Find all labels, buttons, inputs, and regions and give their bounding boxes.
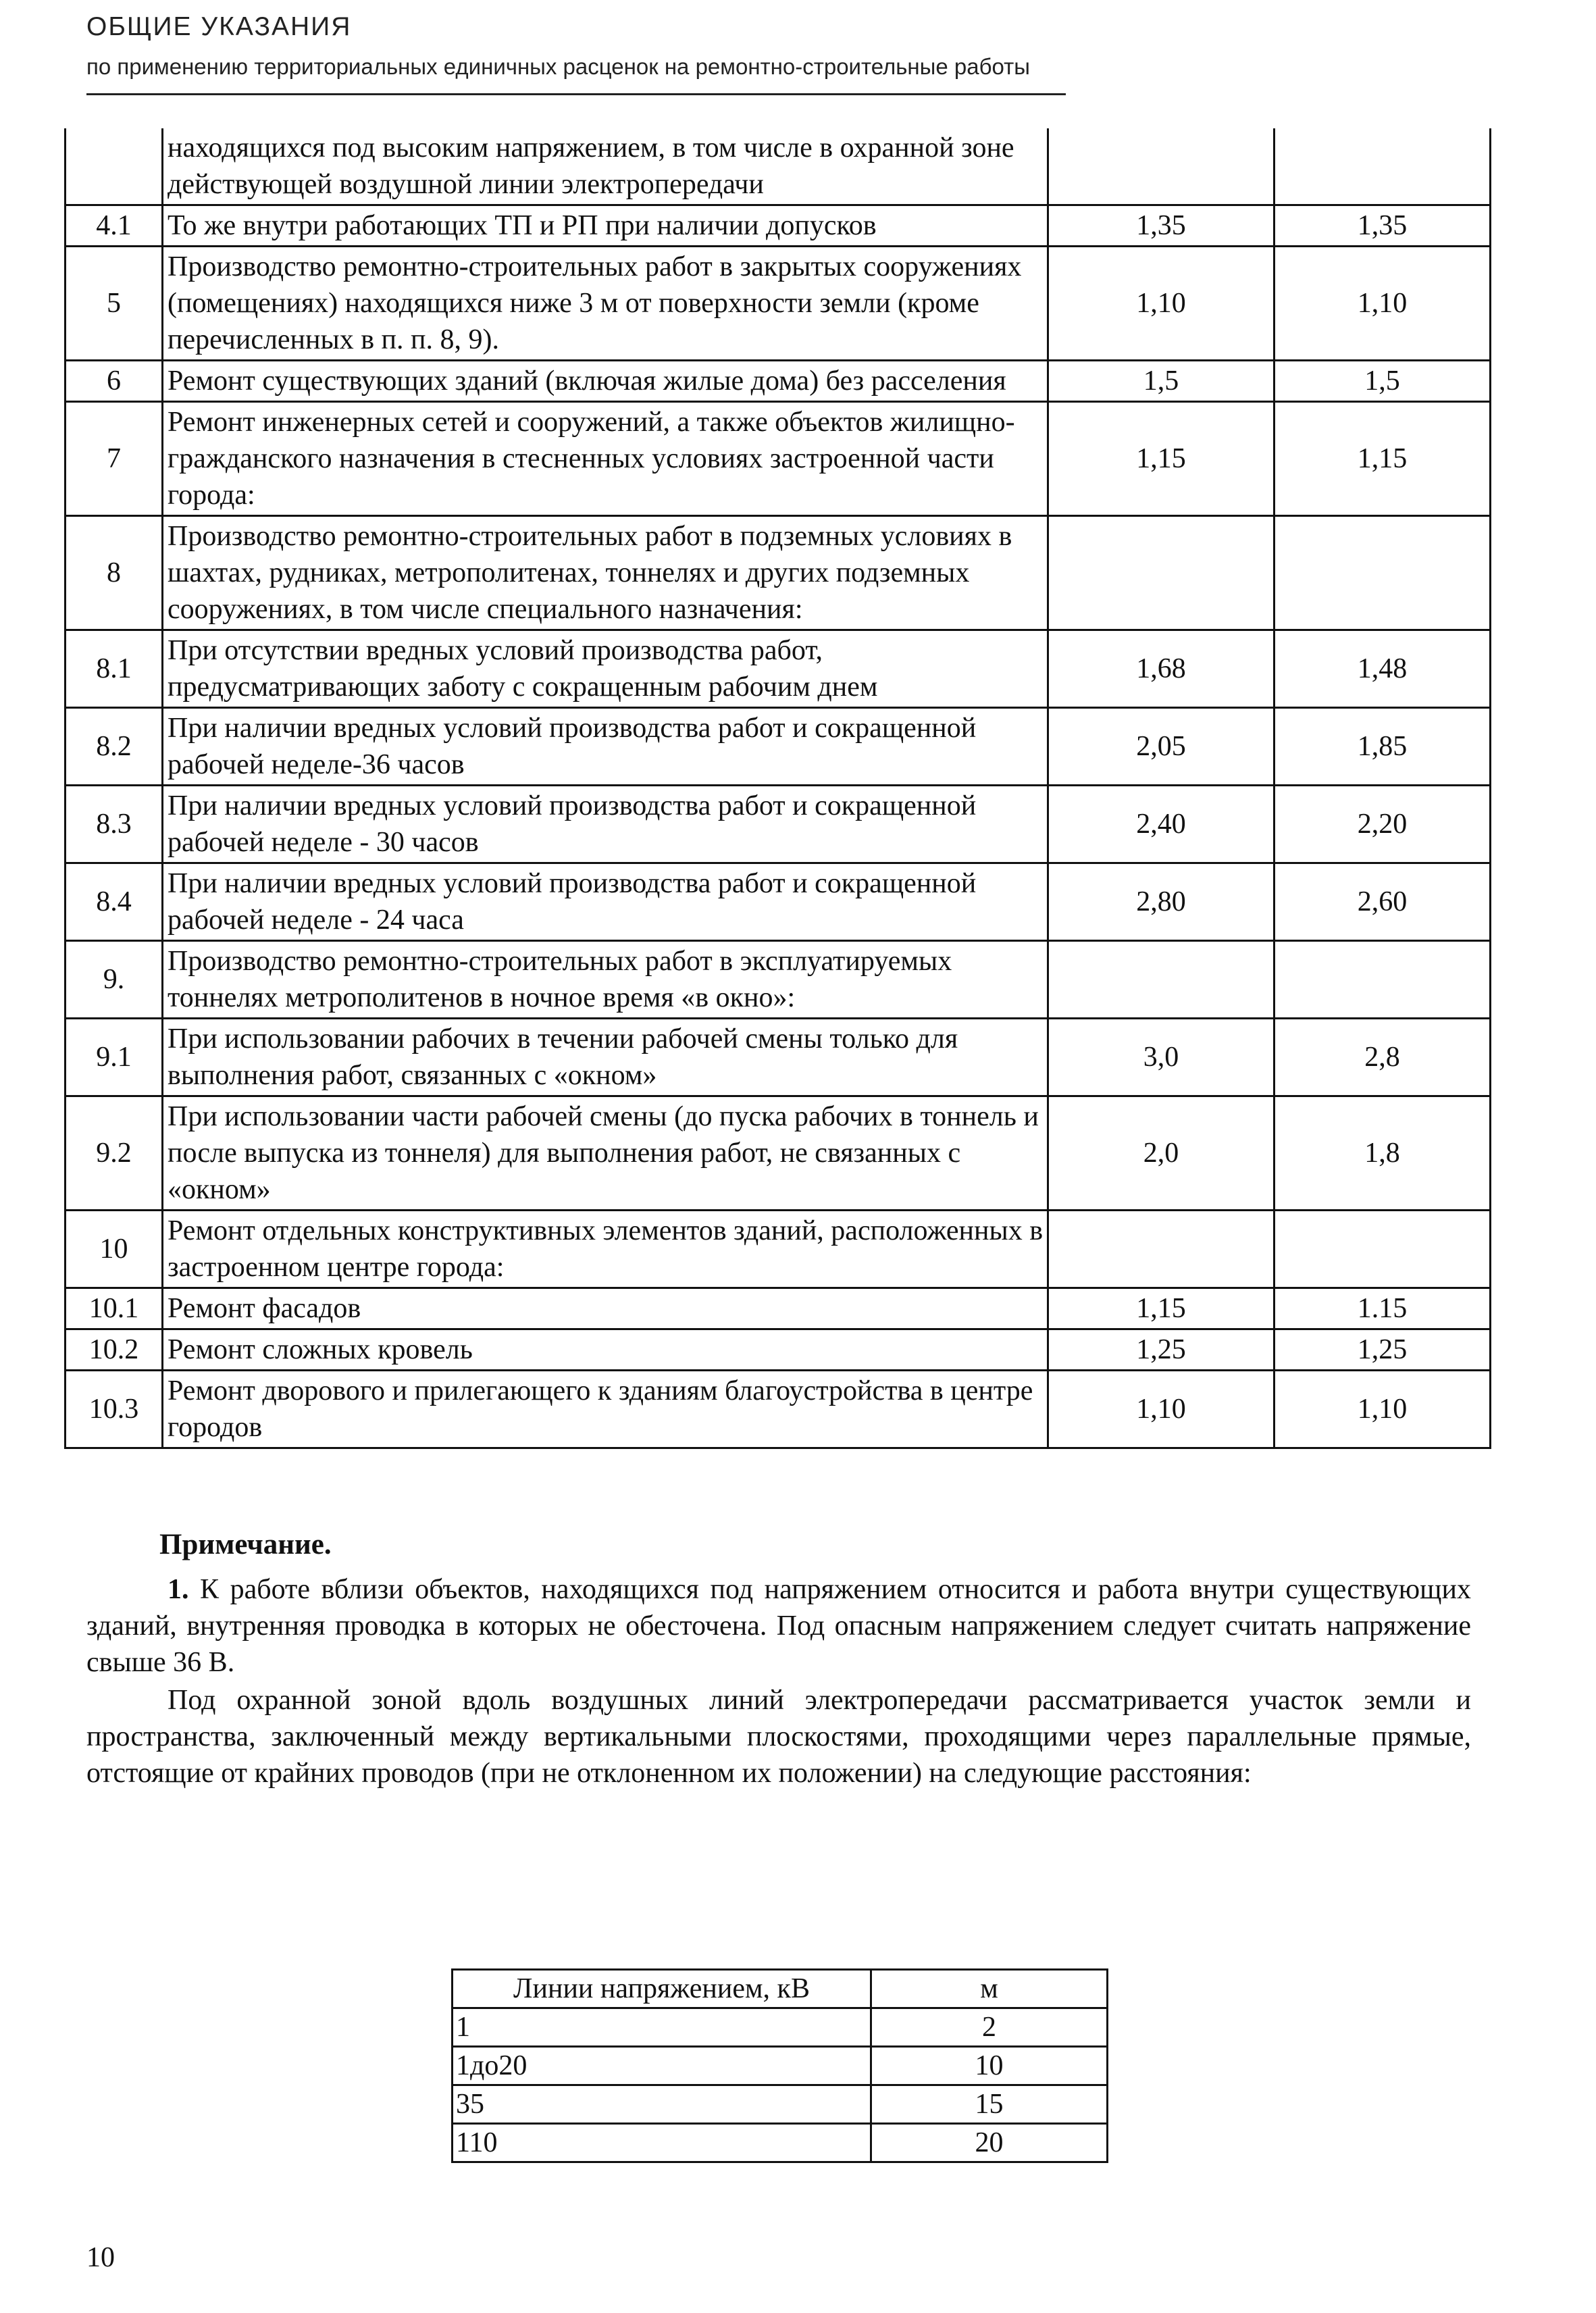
coefficient-2-cell: 1,10 bbox=[1275, 1371, 1491, 1448]
table-row bbox=[66, 247, 1491, 361]
coefficient-2-cell: 1,8 bbox=[1275, 1096, 1491, 1211]
table-row bbox=[66, 1211, 1491, 1288]
row-description-cell: Ремонт дворового и прилегающего к зданиям благоустройства в центре городов bbox=[163, 1371, 1048, 1448]
row-description-cell: находящихся под высоким напряжением, в том числе в охранной зоне действующей воздушной линии электропередачи bbox=[163, 128, 1048, 205]
row-number-cell: 9.1 bbox=[66, 1019, 163, 1096]
row-number-cell: 9.2 bbox=[66, 1096, 163, 1211]
coefficient-2-cell bbox=[1275, 1211, 1491, 1288]
coefficients-table bbox=[64, 128, 1491, 1449]
row-description-cell: При наличии вредных условий производства работ и сокращенной рабочей неделе - 24 часа bbox=[163, 863, 1048, 941]
coefficient-1-cell: 1,15 bbox=[1048, 1288, 1275, 1329]
row-number-cell: 9. bbox=[66, 941, 163, 1019]
row-number-cell: 8 bbox=[66, 516, 163, 630]
coefficient-1-cell: 1,35 bbox=[1048, 205, 1275, 247]
coefficient-1-cell: 2,05 bbox=[1048, 708, 1275, 786]
table-row bbox=[66, 402, 1491, 516]
row-description-cell: При использовании рабочих в течении рабочей смены только для выполнения работ, связанных с «окном» bbox=[163, 1019, 1048, 1096]
coefficient-2-cell: 1.15 bbox=[1275, 1288, 1491, 1329]
voltage-table-row bbox=[453, 2047, 1108, 2085]
row-description-cell: То же внутри работающих ТП и РП при наличии допусков bbox=[163, 205, 1048, 247]
row-number-cell: 8.3 bbox=[66, 786, 163, 863]
voltage-distance-table bbox=[451, 1968, 1108, 2163]
voltage-table-row bbox=[453, 2085, 1108, 2124]
distance-cell: 10 bbox=[871, 2047, 1108, 2085]
note-title: Примечание. bbox=[159, 1529, 332, 1560]
table-row bbox=[66, 630, 1491, 708]
voltage-column-header: Линии напряжением, кВ bbox=[453, 1970, 871, 2008]
table-row bbox=[66, 786, 1491, 863]
coefficient-1-cell: 3,0 bbox=[1048, 1019, 1275, 1096]
table-row bbox=[66, 941, 1491, 1019]
row-description-cell: Ремонт существующих зданий (включая жилые дома) без расселения bbox=[163, 361, 1048, 402]
coefficient-2-cell bbox=[1275, 941, 1491, 1019]
coefficient-2-cell: 1,25 bbox=[1275, 1329, 1491, 1371]
coefficient-2-cell: 1,10 bbox=[1275, 247, 1491, 361]
note-paragraph-1-text: К работе вблизи объектов, находящихся под напряжением относится и работа внутри существующих зданий, внутренняя проводка в которых не обесточена. Под опасным напряжением следует считать напряжение свыше 36 В. bbox=[86, 1574, 1471, 1678]
distance-cell: 15 bbox=[871, 2085, 1108, 2124]
coefficient-1-cell bbox=[1048, 516, 1275, 630]
note-paragraph-1-number: 1. bbox=[168, 1574, 189, 1605]
row-number-cell: 7 bbox=[66, 402, 163, 516]
row-description-cell: Производство ремонтно-строительных работ в подземных условиях в шахтах, рудниках, метрополитенах, тоннелях и других подземных сооружениях, в том числе специального назначения: bbox=[163, 516, 1048, 630]
distance-cell: 2 bbox=[871, 2008, 1108, 2047]
voltage-cell: 35 bbox=[453, 2085, 871, 2124]
voltage-table-row bbox=[453, 2008, 1108, 2047]
table-row bbox=[66, 708, 1491, 786]
row-number-cell: 4.1 bbox=[66, 205, 163, 247]
coefficient-2-cell: 1,48 bbox=[1275, 630, 1491, 708]
row-description-cell: При наличии вредных условий производства работ и сокращенной рабочей неделе-36 часов bbox=[163, 708, 1048, 786]
row-number-cell: 8.4 bbox=[66, 863, 163, 941]
table-row bbox=[66, 361, 1491, 402]
coefficient-2-cell bbox=[1275, 128, 1491, 205]
row-number-cell: 8.2 bbox=[66, 708, 163, 786]
table-row bbox=[66, 1019, 1491, 1096]
coefficient-1-cell: 1,25 bbox=[1048, 1329, 1275, 1371]
coefficient-2-cell: 1,35 bbox=[1275, 205, 1491, 247]
document-header-subtitle: по применению территориальных единичных расценок на ремонтно-строительные работы bbox=[86, 54, 1030, 79]
coefficient-1-cell: 1,15 bbox=[1048, 402, 1275, 516]
voltage-table-row bbox=[453, 2124, 1108, 2162]
coefficient-1-cell: 1,10 bbox=[1048, 1371, 1275, 1448]
note-paragraph-1 bbox=[86, 1571, 1471, 1681]
coefficient-2-cell: 2,20 bbox=[1275, 786, 1491, 863]
coefficient-2-cell: 1,5 bbox=[1275, 361, 1491, 402]
row-number-cell: 10.1 bbox=[66, 1288, 163, 1329]
row-number-cell: 10.2 bbox=[66, 1329, 163, 1371]
table-row bbox=[66, 1329, 1491, 1371]
table-row bbox=[66, 516, 1491, 630]
coefficient-1-cell bbox=[1048, 1211, 1275, 1288]
row-description-cell: Ремонт сложных кровель bbox=[163, 1329, 1048, 1371]
document-header-title: ОБЩИЕ УКАЗАНИЯ bbox=[86, 12, 352, 41]
row-number-cell: 6 bbox=[66, 361, 163, 402]
coefficient-1-cell bbox=[1048, 941, 1275, 1019]
row-number-cell: 10 bbox=[66, 1211, 163, 1288]
row-description-cell: Производство ремонтно-строительных работ в закрытых сооружениях (помещениях) находящихся ниже 3 м от поверхности земли (кроме перечисленных в п. п. 8, 9). bbox=[163, 247, 1048, 361]
coefficient-2-cell: 1,85 bbox=[1275, 708, 1491, 786]
note-paragraph-2: Под охранной зоной вдоль воздушных линий электропередачи рассматривается участок земли и пространства, заключенный между вертикальными плоскостями, проходящими через параллельные прямые, отстоящие от крайних проводов (при не отклоненном их положении) на следующие расстояния: bbox=[86, 1685, 1471, 1789]
row-number-cell: 5 bbox=[66, 247, 163, 361]
coefficient-1-cell: 2,80 bbox=[1048, 863, 1275, 941]
voltage-distance-table-body bbox=[453, 1970, 1108, 2162]
row-description-cell: Производство ремонтно-строительных работ в эксплуатируемых тоннелях метрополитенов в ночное время «в окно»: bbox=[163, 941, 1048, 1019]
row-number-cell: 10.3 bbox=[66, 1371, 163, 1448]
table-row bbox=[66, 1096, 1491, 1211]
row-description-cell: При наличии вредных условий производства работ и сокращенной рабочей неделе - 30 часов bbox=[163, 786, 1048, 863]
row-description-cell: Ремонт фасадов bbox=[163, 1288, 1048, 1329]
row-number-cell bbox=[66, 128, 163, 205]
coefficient-1-cell: 2,40 bbox=[1048, 786, 1275, 863]
coefficient-2-cell: 2,8 bbox=[1275, 1019, 1491, 1096]
distance-column-header: м bbox=[871, 1970, 1108, 2008]
coefficient-2-cell bbox=[1275, 516, 1491, 630]
coefficient-2-cell: 1,15 bbox=[1275, 402, 1491, 516]
coefficient-2-cell: 2,60 bbox=[1275, 863, 1491, 941]
row-description-cell: При отсутствии вредных условий производства работ, предусматривающих заботу с сокращенным рабочим днем bbox=[163, 630, 1048, 708]
table-row bbox=[66, 863, 1491, 941]
voltage-table-header-row bbox=[453, 1970, 1108, 2008]
coefficient-1-cell: 2,0 bbox=[1048, 1096, 1275, 1211]
voltage-cell: 110 bbox=[453, 2124, 871, 2162]
page-number: 10 bbox=[86, 2242, 115, 2273]
coefficient-1-cell: 1,5 bbox=[1048, 361, 1275, 402]
row-number-cell: 8.1 bbox=[66, 630, 163, 708]
row-description-cell: Ремонт отдельных конструктивных элементов зданий, расположенных в застроенном центре города: bbox=[163, 1211, 1048, 1288]
coefficients-table-body bbox=[66, 128, 1491, 1448]
table-row bbox=[66, 128, 1491, 205]
table-row bbox=[66, 1288, 1491, 1329]
distance-cell: 20 bbox=[871, 2124, 1108, 2162]
header-divider bbox=[86, 93, 1066, 95]
coefficient-1-cell: 1,68 bbox=[1048, 630, 1275, 708]
table-row bbox=[66, 1371, 1491, 1448]
row-description-cell: При использовании части рабочей смены (до пуска рабочих в тоннель и после выпуска из тоннеля) для выполнения работ, не связанных с «окном» bbox=[163, 1096, 1048, 1211]
coefficient-1-cell bbox=[1048, 128, 1275, 205]
table-row bbox=[66, 205, 1491, 247]
coefficient-1-cell: 1,10 bbox=[1048, 247, 1275, 361]
row-description-cell: Ремонт инженерных сетей и сооружений, а также объектов жилищно-гражданского назначения в стесненных условиях застроенной части города: bbox=[163, 402, 1048, 516]
voltage-cell: 1до20 bbox=[453, 2047, 871, 2085]
voltage-cell: 1 bbox=[453, 2008, 871, 2047]
